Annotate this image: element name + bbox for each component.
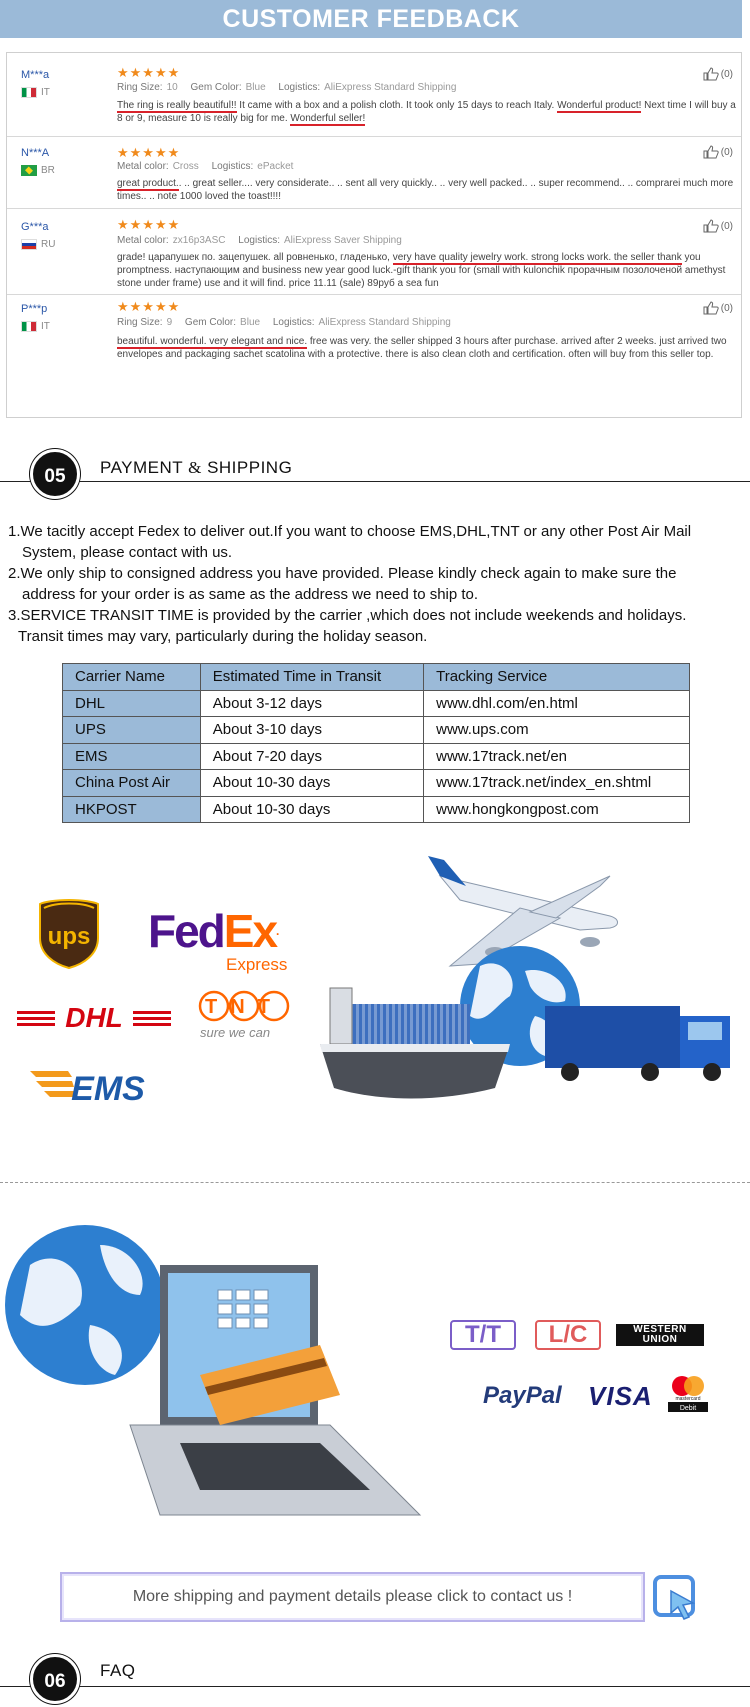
like-button[interactable]: (0) [703, 67, 733, 81]
transit-cell: About 3-12 days [200, 690, 423, 717]
review-item [7, 137, 741, 209]
tt-payment-logo: T/T [450, 1320, 516, 1350]
table-header-cell: Estimated Time in Transit [200, 664, 423, 691]
carrier-cell: HKPOST [63, 796, 201, 823]
review-meta: Ring Size: 9 Gem Color: Blue Logistics: AliExpress Standard Shipping [117, 317, 451, 328]
table-row [63, 796, 690, 823]
section-title: PAYMENT & SHIPPING [100, 458, 293, 477]
fedex-logo: FedEx. [148, 905, 278, 957]
feedback-list [6, 52, 742, 418]
transit-cell: About 10-30 days [200, 796, 423, 823]
visa-logo: VISA [588, 1381, 653, 1411]
table-header-row [63, 664, 690, 691]
customer-feedback-banner: CUSTOMER FEEDBACK [0, 0, 742, 38]
transit-cell: About 3-10 days [200, 717, 423, 744]
like-button[interactable]: (0) [703, 145, 733, 159]
ems-logo-text: EMS [71, 1070, 145, 1105]
review-country: IT [21, 321, 50, 332]
review-user: G***a [21, 221, 49, 233]
online-payment-illustration [0, 1215, 440, 1535]
fedex-express-label: Express [226, 955, 288, 974]
review-stars: ★★★★★ [117, 299, 181, 314]
thumbs-up-icon [703, 219, 719, 233]
review-stars: ★★★★★ [117, 217, 181, 232]
truck-icon [545, 1006, 730, 1081]
carrier-cell: UPS [63, 717, 201, 744]
table-header-cell: Tracking Service [424, 664, 690, 691]
thumbs-up-icon [703, 145, 719, 159]
tracking-cell: www.17track.net/en [424, 743, 690, 770]
review-user: P***p [21, 303, 48, 315]
tnt-slogan: sure we can [200, 1025, 271, 1040]
review-user: M***a [21, 69, 50, 81]
section-title: FAQ [100, 1661, 136, 1680]
review-stars: ★★★★★ [117, 65, 181, 80]
review-meta: Ring Size: 10 Gem Color: Blue Logistics: AliExpress Standard Shipping [117, 82, 457, 93]
like-button[interactable]: (0) [703, 301, 733, 315]
table-row [63, 690, 690, 717]
review-text: grade! царапушек по. зацепушек. all ровненько, гладенько, very have quality jewelry work. strong locks work. the seller thank you promptness. наступающим and business new year good luck.-gift thank you for (small with kulonchik прорачным позолоченой amethyst stone under frame) use and it will find. price 11.11 (sale) 89руб a sea fun [117, 252, 726, 289]
carrier-cell: China Post Air [63, 770, 201, 797]
ups-logo-text: ups [47, 923, 91, 950]
section-number-badge: 06 [30, 1654, 80, 1704]
review-text: beautiful. wonderful. very elegant and nice. free was very. the seller shipped 3 hours after purchase. arrived after 2 weeks. just arrived two envelopes and packaging sachet scatolina with a protective. there is also clean cloth and certification. often will buy from this seller top. [117, 336, 727, 360]
section-divider-dashed [0, 1182, 750, 1183]
contact-us-button[interactable]: More shipping and payment details please click to contact us ! [60, 1572, 645, 1622]
italy-flag-icon [21, 87, 37, 98]
tracking-cell: www.dhl.com/en.html [424, 690, 690, 717]
ems-logo [28, 1065, 148, 1105]
payment-note-3: 3.SERVICE TRANSIT TIME is provided by the carrier ,which does not include weekends and holidays. [8, 607, 687, 624]
carrier-cell: DHL [63, 690, 201, 717]
review-country: IT [21, 87, 50, 98]
thumbs-up-icon [703, 301, 719, 315]
table-row [63, 743, 690, 770]
dhl-logo [17, 1000, 171, 1032]
mastercard-debit-logo [667, 1374, 709, 1412]
thumbs-up-icon [703, 67, 719, 81]
shipping-table [62, 663, 690, 823]
review-meta: Metal color: Cross Logistics: ePacket [117, 161, 294, 172]
lc-payment-logo: L/C [535, 1320, 601, 1350]
review-text: The ring is really beautiful!! It came with a box and a polish cloth. It took only 15 days to reach Italy. Wonderful product! Next time I will buy a 8 or 9, measure 10 is really big for me. Wonderful seller! [117, 100, 736, 124]
table-row [63, 770, 690, 797]
dhl-logo-text: DHL [65, 1002, 123, 1032]
tracking-cell: www.ups.com [424, 717, 690, 744]
tnt-logo [196, 990, 292, 1042]
paypal-logo: PayPal [483, 1382, 562, 1409]
transit-cell: About 10-30 days [200, 770, 423, 797]
italy-flag-icon [21, 321, 37, 332]
section-number-badge: 05 [30, 449, 80, 499]
ups-logo [38, 898, 100, 970]
payment-note-3-cont: Transit times may vary, particularly during the holiday season. [18, 628, 428, 645]
payment-note-1-cont: System, please contact with us. [22, 544, 233, 561]
review-item [7, 295, 741, 419]
review-item [7, 53, 741, 137]
payment-note-1: 1.We tacitly accept Fedex to deliver out.If you want to choose EMS,DHL,TNT or any other Post Air Mail [8, 523, 692, 540]
mastercard-text: mastercard [675, 1396, 701, 1402]
section-divider [0, 481, 750, 482]
payment-note-2-cont: address for your order is as same as the address we need to ship to. [22, 586, 479, 603]
tracking-cell: www.17track.net/index_en.shtml [424, 770, 690, 797]
tnt-logo-text: TNT [205, 996, 283, 1018]
review-country: RU [21, 239, 55, 250]
review-stars: ★★★★★ [117, 145, 181, 160]
globe-icon [5, 1225, 165, 1385]
transit-cell: About 7-20 days [200, 743, 423, 770]
shipping-illustration [320, 856, 740, 1146]
russia-flag-icon [21, 239, 37, 250]
review-user: N***A [21, 147, 50, 159]
cursor-click-icon[interactable] [651, 1573, 699, 1621]
payment-notes [8, 521, 748, 647]
review-meta: Metal color: zx16p3ASC Logistics: AliExpress Saver Shipping [117, 235, 402, 246]
carrier-cell: EMS [63, 743, 201, 770]
brazil-flag-icon [21, 165, 37, 176]
review-text: great product.. .. great seller.... very considerate.. .. sent all very quickly.. .. very well packed.. .. super recommend.. .. comprarei much more times.. .. note 1000 loved the toast!!!! [117, 178, 734, 202]
like-button[interactable]: (0) [703, 219, 733, 233]
review-country: BR [21, 165, 55, 176]
western-union-logo: WESTERN UNION [616, 1324, 704, 1346]
payment-note-2: 2.We only ship to consigned address you have provided. Please kindly check again to make sure the [8, 565, 677, 582]
mastercard-debit-text: Debit [679, 1405, 697, 1412]
review-item [7, 209, 741, 295]
tracking-cell: www.hongkongpost.com [424, 796, 690, 823]
table-row [63, 717, 690, 744]
section-divider [0, 1686, 750, 1687]
table-header-cell: Carrier Name [63, 664, 201, 691]
